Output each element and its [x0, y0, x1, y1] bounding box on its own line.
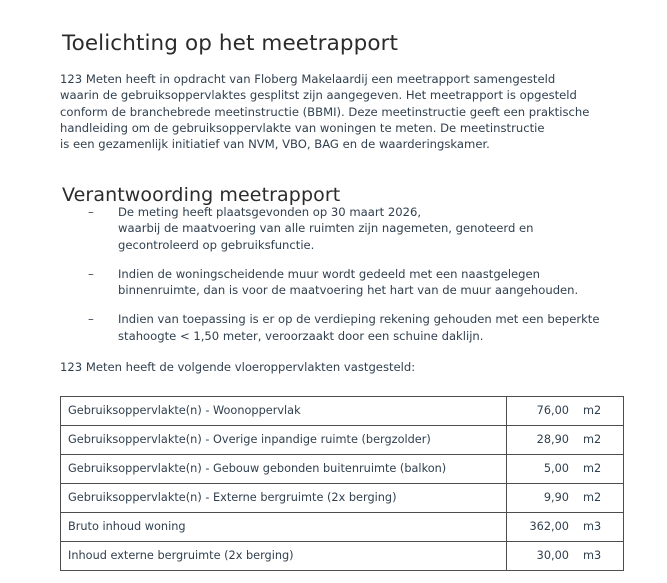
area-label-cell: Inhoud externe bergruimte (2x berging) [61, 542, 507, 571]
area-unit-cell: m2 [575, 426, 624, 455]
table-row [61, 513, 624, 542]
list-item [60, 311, 620, 344]
list-item-line: gecontroleerd op gebruiksfunctie. [118, 237, 315, 252]
table-row [61, 542, 624, 571]
page-title: Toelichting op het meetrapport [62, 31, 399, 57]
dash-bullet-icon: – [88, 205, 94, 219]
intro-line: conform de branchebrede meetinstructie (BBMI). Deze meetinstructie geeft een praktische [60, 104, 590, 119]
area-label-cell: Gebruiksoppervlakte(n) - Gebouw gebonden buitenruimte (balkon) [61, 455, 507, 484]
area-value-cell: 362,00 [507, 513, 576, 542]
table-row [61, 397, 624, 426]
list-item [60, 266, 620, 299]
area-unit-cell: m3 [575, 513, 624, 542]
table-row [61, 484, 624, 513]
area-value-cell: 28,90 [507, 426, 576, 455]
section-title-verantwoording: Verantwoording meetrapport [62, 183, 341, 206]
intro-line: is een gezamenlijk initiatief van NVM, VBO, BAG en de waarderingskamer. [60, 137, 490, 152]
dash-bullet-icon: – [88, 312, 94, 327]
areas-table-container [60, 396, 600, 571]
area-label-cell: Gebruiksoppervlakte(n) - Externe bergruimte (2x berging) [61, 484, 507, 513]
areas-table [60, 396, 624, 571]
area-value-cell: 30,00 [507, 542, 576, 571]
areas-table-body [61, 397, 624, 571]
area-value-cell: 9,90 [507, 484, 576, 513]
area-value-cell: 76,00 [507, 397, 576, 426]
area-label-cell: Gebruiksoppervlakte(n) - Overige inpandige ruimte (bergzolder) [61, 426, 507, 455]
list-item-line: stahoogte < 1,50 meter, veroorzaakt door een schuine daklijn. [118, 328, 484, 343]
table-lead-in-text: 123 Meten heeft de volgende vloeroppervlakten vastgesteld: [60, 360, 416, 374]
intro-line: 123 Meten heeft in opdracht van Floberg Makelaardij een meetrapport samengesteld [60, 72, 556, 86]
list-item-line: Indien de woningscheidende muur wordt gedeeld met een naastgelegen [118, 266, 541, 281]
intro-paragraph [60, 71, 590, 152]
list-item-line: Indien van toepassing is er op de verdieping rekening gehouden met een beperkte [118, 312, 600, 327]
area-unit-cell: m2 [575, 455, 624, 484]
list-item [60, 204, 620, 253]
list-item-line: binnenruimte, dan is voor de maatvoering het hart van de muur aangehouden. [118, 283, 579, 298]
area-unit-cell: m2 [575, 484, 624, 513]
list-item-line: De meting heeft plaatsgevonden op 30 maart 2026, [118, 205, 422, 219]
area-label-cell: Gebruiksoppervlakte(n) - Woonoppervlak [61, 397, 507, 426]
intro-line: handleiding om de gebruiksoppervlakte van woningen te meten. De meetinstructie [60, 120, 545, 135]
dash-bullet-icon: – [88, 266, 94, 281]
table-row [61, 455, 624, 484]
intro-line: waarin de gebruiksoppervlaktes gesplitst zijn aangegeven. Het meetrapport is opgesteld [60, 88, 577, 103]
area-value-cell: 5,00 [507, 455, 576, 484]
area-unit-cell: m2 [575, 397, 624, 426]
area-unit-cell: m3 [575, 542, 624, 571]
list-item-line: waarbij de maatvoering van alle ruimten zijn nagemeten, genoteerd en [118, 221, 534, 236]
table-row [61, 426, 624, 455]
area-label-cell: Bruto inhoud woning [61, 513, 507, 542]
verantwoording-list [60, 204, 620, 344]
